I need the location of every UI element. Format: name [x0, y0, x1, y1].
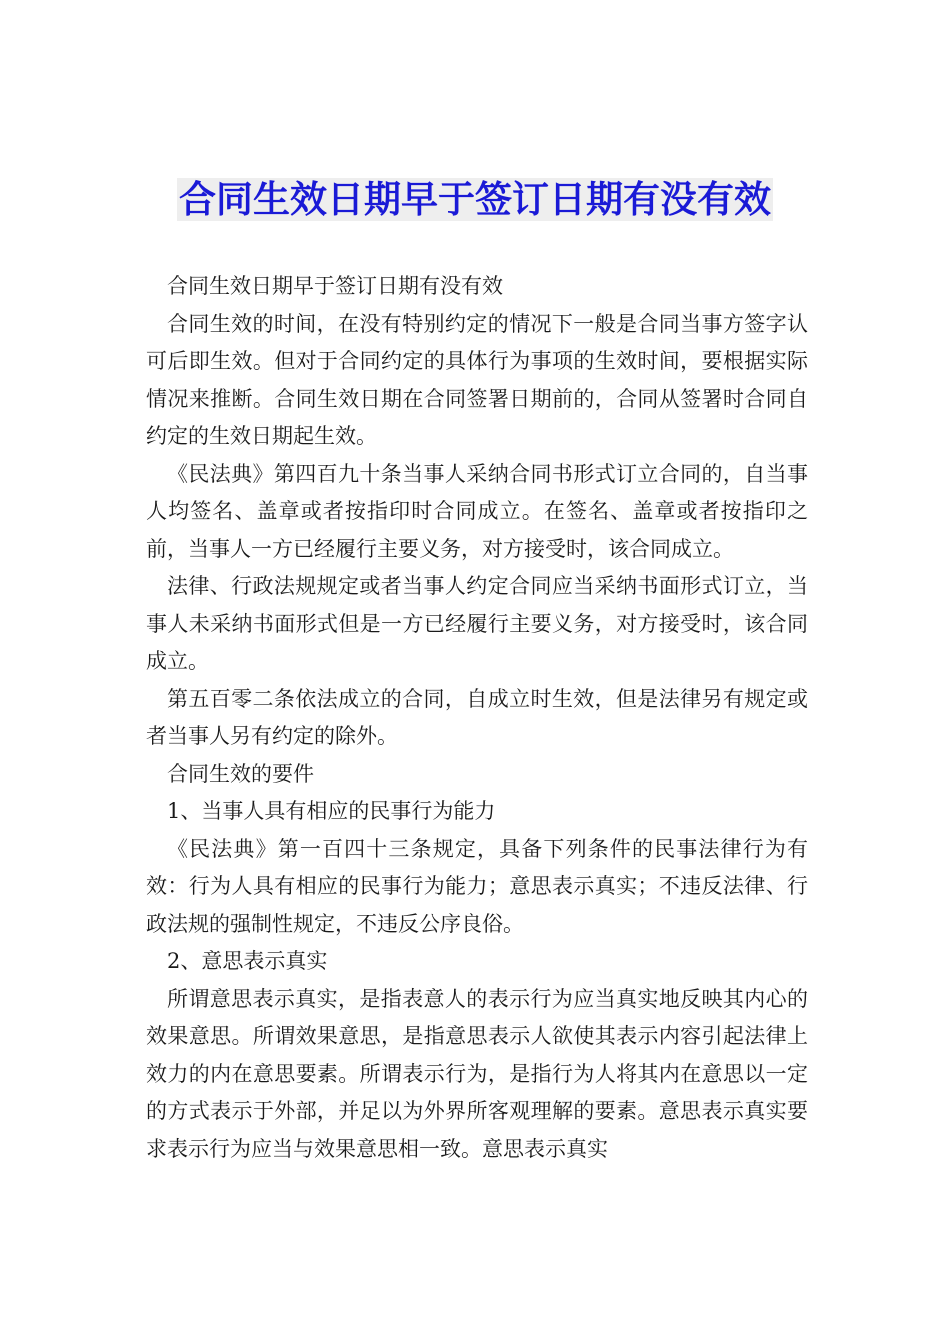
paragraph: 《民法典》第四百九十条当事人采纳合同书形式订立合同的，自当事人均签名、盖章或者按指印时合同成立。在签名、盖章或者按指印之前，当事人一方已经履行主要义务，对方接受时，该合同成立。	[146, 461, 808, 561]
paragraph-heading: 合同生效日期早于签订日期有没有效	[167, 274, 503, 298]
document-title-text: 合同生效日期早于签订日期有没有效	[179, 178, 771, 221]
paragraph: 第五百零二条依法成立的合同，自成立时生效，但是法律另有规定或者当事人另有约定的除外。	[146, 686, 808, 748]
document-title	[0, 172, 950, 228]
paragraph: 《民法典》第一百四十三条规定，具备下列条件的民事法律行为有效：行为人具有相应的民事行为能力；意思表示真实；不违反法律、行政法规的强制性规定，不违反公序良俗。	[146, 836, 808, 936]
paragraph: 所谓意思表示真实，是指表意人的表示行为应当真实地反映其内心的效果意思。所谓效果意思，是指意思表示人欲使其表示内容引起法律上效力的内在意思要素。所谓表示行为，是指行为人将其内在意思以一定的方式表示于外部，并足以为外界所客观理解的要素。意思表示真实要求表示行为应当与效果意思相一致。意思表示真实	[146, 986, 808, 1161]
paragraph: 合同生效的时间，在没有特别约定的情况下一般是合同当事方签字认可后即生效。但对于合同约定的具体行为事项的生效时间，要根据实际情况来推断。合同生效日期在合同签署日期前的，合同从签署时合同自约定的生效日期起生效。	[146, 311, 808, 448]
document-body	[146, 268, 808, 1168]
section-subheading: 1、当事人具有相应的民事行为能力	[167, 799, 496, 823]
section-subheading: 2、意思表示真实	[167, 949, 328, 973]
paragraph: 法律、行政法规规定或者当事人约定合同应当采纳书面形式订立，当事人未采纳书面形式但是一方已经履行主要义务，对方接受时，该合同成立。	[146, 574, 808, 673]
section-heading: 合同生效的要件	[167, 761, 314, 786]
